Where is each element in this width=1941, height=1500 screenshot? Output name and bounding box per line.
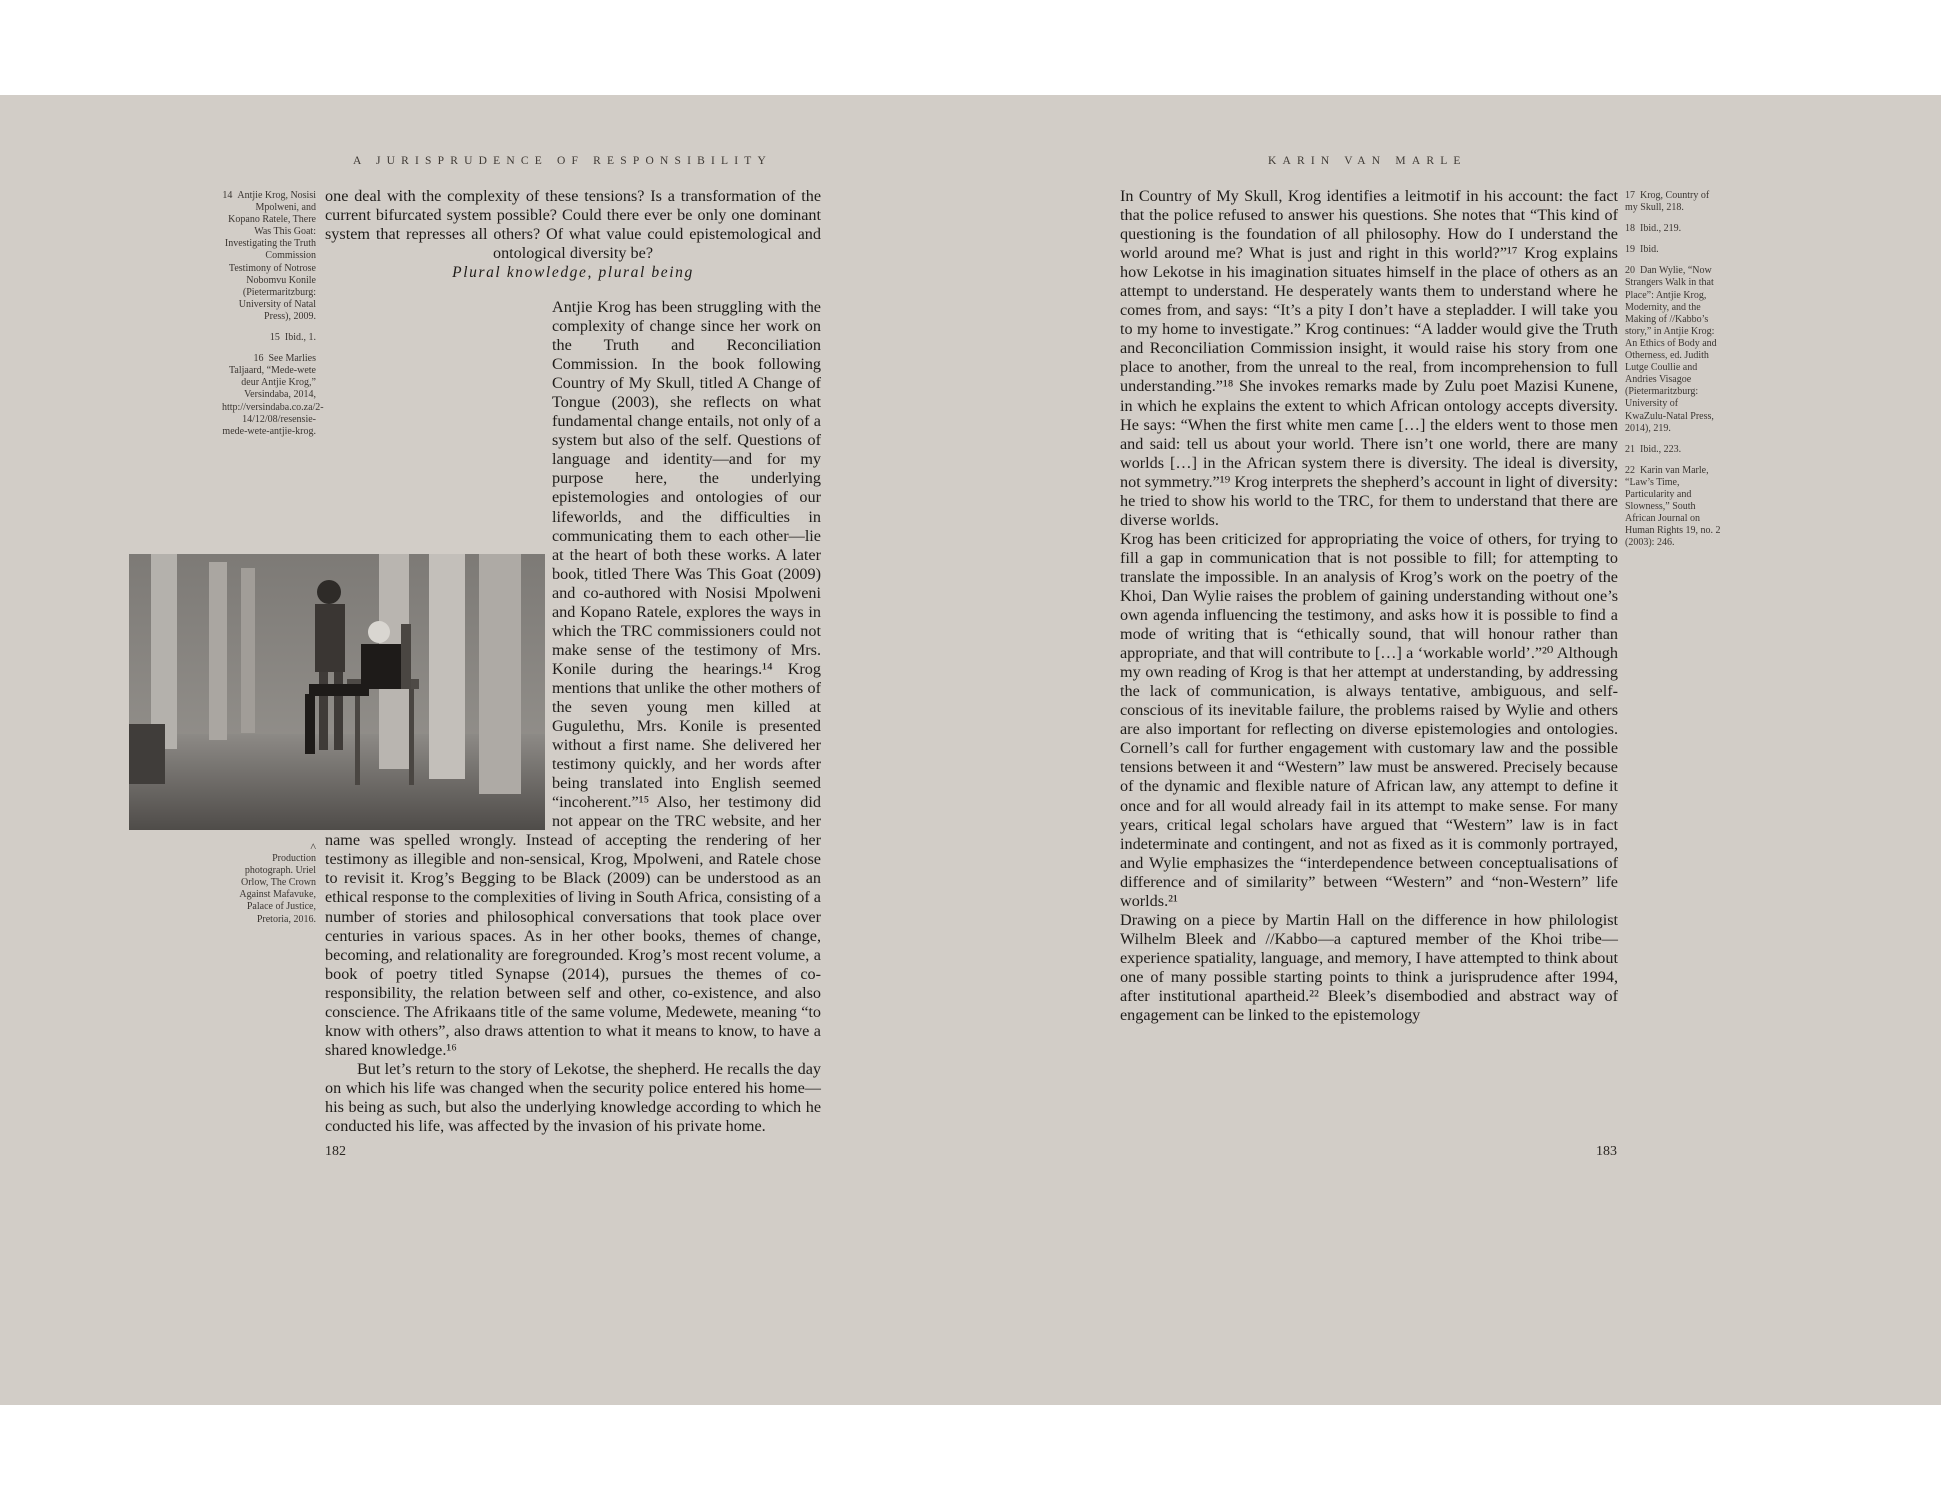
- footnote: [1625, 244, 1721, 256]
- footnote: [1625, 465, 1721, 550]
- right-column: [1120, 187, 1618, 1032]
- photo-caption: [222, 841, 316, 926]
- production-photograph: [129, 554, 545, 830]
- body-paragraph: Antjie Krog has been struggling with the complexity of change since her work on the Truth and Reconciliation Commission. In the book following Country of My Skull, titled A Change of Tongue (2003), she reflects on what fundamental change entails, not only of a system but also of the self. Questions of language and identity—and for my purpose here, the underlying epistemologies and ontologies of our lifeworlds, and the difficulties in communicating them to each other—lie at the heart of both these works. A later book, titled There Was This Goat (2009) and co-authored with Nosisi Mpolweni and Kopano Ratele, explores the ways in which the TRC commissioners could not make sense of the testimony of Mrs. Konile during the hearings.¹⁴ Krog mentions that unlike the other mothers of the seven young men killed at Gugulethu, Mrs. Konile is presented without a first name. She delivered her testimony quickly, and her words after being translated into English seemed “incoherent.”¹⁵ Also, her testimony did not appear on the TRC website, and her name was spelled wrongly. Instead of accepting the rendering of her testimony as illegible and non-sensical, Krog, Mpolweni, and Ratele chose to revisit it. Krog’s Begging to be Black (2009) can be understood as an ethical response to the complexities of living in South Africa, consisting of a number of stories and philosophical conversations that took place over centuries in various spaces. As in her other books, themes of change, becoming, and relationality are foregrounded. Krog’s most recent volume, a book of poetry titled Synapse (2014), pursues the themes of co-responsibility, the relation between self and other, co-existence, and also conscience. The Afrikaans title of the same volume, Medewete, meaning “to know with others”, also draws attention to what it means to know, to have a shared knowledge.¹⁶: [325, 298, 821, 1059]
- footnote: [1625, 265, 1721, 434]
- footnote: [222, 332, 316, 344]
- caption-text: Production photograph. Uriel Orlow, The Crown Against Mafavuke, Palace of Justice, Pretoria, 2016.: [239, 853, 316, 925]
- footnote: [222, 190, 316, 323]
- footnote-text: Antjie Krog, Nosisi Mpolweni, and Kopano Ratele, There Was This Goat: Investigating the Truth Commission Testimony of Notrose Nobomvu Konile (Pietermaritzburg: University of Natal Press), 2009.: [224, 190, 316, 322]
- page-number-right: 183: [1596, 1144, 1617, 1159]
- footnote-number: 21: [1625, 443, 1635, 455]
- footnote-number: 19: [1625, 244, 1635, 256]
- footnotes-left: [222, 190, 324, 447]
- footnote-text: Ibid.: [1640, 244, 1659, 256]
- body-paragraph: Drawing on a piece by Martin Hall on the difference in how philologist Wilhelm Bleek and //Kabbo—a captured member of the Khoi tribe—experience spatiality, language, and memory, I have attempted to think about one of many possible starting points to think a jurisprudence after 1994, after institutional apartheid.²² Bleek’s disembodied and abstract way of engagement can be linked to the epistemology: [1120, 910, 1618, 1025]
- caption-marker: ^: [310, 840, 316, 854]
- footnote-text: Ibid., 219.: [1640, 223, 1682, 235]
- photo-image: [129, 554, 545, 830]
- page-number-left: 182: [325, 1144, 346, 1159]
- body-paragraph: But let’s return to the story of Lekotse, the shepherd. He recalls the day on which his life was changed when the security police entered his home—his being as such, but also the underlying knowledge according to which he conducted his life, was affected by the invasion of his private home.: [325, 1059, 821, 1136]
- footnote: [1625, 223, 1721, 235]
- footnote: [1625, 190, 1721, 214]
- footnote-text: Karin van Marle, “Law’s Time, Particularity and Slowness,” South African Journal on Human Rights 19, no. 2 (2003): 246.: [1625, 464, 1721, 549]
- running-head-right: KARIN VAN MARLE: [1268, 155, 1467, 167]
- footnote-text: Dan Wylie, “Now Strangers Walk in that Place”: Antjie Krog, Modernity, and the Making of //Kabbo’s story,” in Antjie Krog: An Ethics of Body and Otherness, ed. Judith Lutge Coullie and Andries Visagoe (Pietermaritzburg: University of KwaZulu-Natal Press, 2014), 219.: [1625, 265, 1717, 434]
- footnote-number: 18: [1625, 223, 1635, 235]
- footnote-number: 20: [1625, 265, 1635, 277]
- footnote-text: Ibid., 223.: [1640, 443, 1682, 455]
- footnote-number: 14: [222, 190, 233, 201]
- footnotes-right: [1625, 190, 1721, 558]
- book-spread: [0, 95, 1941, 1405]
- running-head-left: A JURISPRUDENCE OF RESPONSIBILITY: [353, 155, 772, 167]
- body-paragraph: Krog has been criticized for appropriating the voice of others, for trying to fill a gap in communication that is not possible to fill; for attempting to translate the impossible. In an analysis of Krog’s work on the poetry of the Khoi, Dan Wylie raises the problem of gaining understanding without one’s own agenda influencing the testimony, and asks how it is possible to find a mode of writing that is “ethically sound, that will honour rather than appropriate, and that will contribute to […] a ‘workable world’.”²⁰ Although my own reading of Krog is that her attempt at understanding, by addressing the lack of communication, is always tentative, ambiguous, and self-conscious of its inevitable failure, the problems raised by Wylie and others are also important for reflecting on diverse epistemologies and ontologies. Cornell’s call for further engagement with customary law and the possible tensions between it and “Western” law must be answered. Precisely because of the dynamic and flexible nature of African law, any attempt to define it once and for all would already fail in its attempt to make sense. For many years, critical legal scholars have argued that “Western” law is in fact indeterminate and contingent, and not as fixed as it is commonly portrayed, and Wylie emphasizes the “interdependence between conceptualisations of difference and of similarity” between “Western” and “non-Western” life worlds.²¹: [1120, 529, 1618, 910]
- footnote-text: Krog, Country of my Skull, 218.: [1625, 190, 1710, 214]
- left-column-top: [325, 187, 821, 282]
- footnote: [222, 353, 324, 438]
- body-paragraph: In Country of My Skull, Krog identifies a leitmotif in his account: the fact that the police refused to answer his questions. She notes that “This kind of questioning is the foundation of all philosophy. How do I understand the world around me? What is just and right in this world?”¹⁷ Krog explains how Lekotse in his imagination situates himself in the place of others as an attempt to understand. He desperately wants them to understand where he comes from, and says: “It’s a pity I don’t have a stepladder. I will take you to my home to investigate.” Krog continues: “A ladder would give the Truth and Reconciliation Commission insight, it would raise his story from one place to another, from the unreal to the real, from incomprehension to full understanding.”¹⁸ She invokes remarks made by Zulu poet Mazisi Kunene, in which he explains the extent to which African ontology accepts diversity. He says: “When the first white men came […] the elders went to those men and said: tell us about your world. There isn’t one world, there are many worlds […] in the African system there is diversity. The ideal is diversity, not symmetry.”¹⁹ Krog interprets the shepherd’s account in light of diversity: he tried to show his world to the TRC, for them to understand that there are diverse worlds.: [1120, 187, 1618, 529]
- footnote-text: See Marlies Taljaard, “Mede-wete deur Antjie Krog,” Versindaba, 2014, http://versindaba.co.za/2-14/12/08/resensie-mede-wete-antjie-krog.: [222, 353, 324, 437]
- footnote-number: 17: [1625, 190, 1635, 201]
- footnote-number: 16: [253, 353, 264, 365]
- footnote-number: 15: [269, 332, 280, 344]
- footnote-text: Ibid., 1.: [284, 332, 316, 344]
- intro-paragraph: one deal with the complexity of these tensions? Is a transformation of the current bifurcated system possible? Could there ever be only one dominant system that represses all others? Of what value could epistemological and ontological diversity be?: [325, 187, 821, 263]
- footnote: [1625, 444, 1721, 456]
- footnote-number: 22: [1625, 464, 1635, 476]
- section-heading: Plural knowledge, plural being: [452, 264, 694, 282]
